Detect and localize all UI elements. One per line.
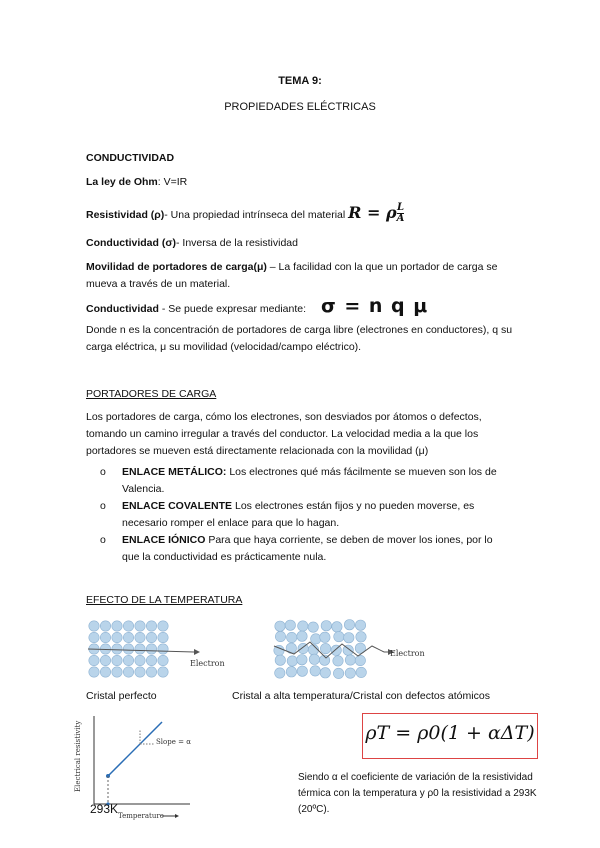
bullet-marker: o (100, 500, 106, 512)
list-item-label: ENLACE IÓNICO (122, 534, 206, 546)
defective-crystal-figure (272, 618, 447, 680)
atom-sphere (355, 655, 365, 665)
atom-sphere (333, 656, 343, 666)
atom-sphere (355, 620, 365, 630)
atom-sphere (100, 621, 110, 631)
bond-list (86, 464, 506, 566)
atom-sphere (308, 622, 318, 632)
atom-sphere (356, 667, 366, 677)
atom-sphere (146, 655, 156, 665)
list-item (86, 532, 506, 566)
atom-sphere (345, 655, 355, 665)
bullet-marker: o (100, 466, 106, 478)
atom-sphere (146, 621, 156, 631)
perfect-crystal-figure (86, 618, 246, 680)
resistividad-line (86, 200, 516, 228)
atom-sphere (123, 667, 133, 677)
movilidad-paragraph (86, 259, 516, 293)
atom-sphere (331, 645, 341, 655)
temperature-formula-box (362, 713, 538, 759)
atom-sphere (275, 621, 285, 631)
atom-sphere (275, 668, 285, 678)
atom-sphere (297, 631, 307, 641)
atom-sphere (344, 620, 354, 630)
atom-sphere (158, 621, 168, 631)
atom-sphere (89, 655, 99, 665)
atom-sphere (333, 668, 343, 678)
atom-sphere (112, 655, 122, 665)
atom-sphere (298, 621, 308, 631)
caption-perfect-crystal: Cristal perfecto (86, 690, 157, 702)
list-item (86, 464, 506, 498)
conductividad-text: - Inversa de la resistividad (176, 237, 298, 249)
atom-sphere (123, 632, 133, 642)
atom-sphere (356, 632, 366, 642)
list-item-label: ENLACE METÁLICO: (122, 466, 227, 478)
resistivity-line (108, 722, 162, 776)
electron-label: Electron (390, 649, 425, 658)
atom-sphere (343, 645, 353, 655)
atom-sphere (321, 621, 331, 631)
atom-sphere (135, 632, 145, 642)
resistividad-formula-lhs: R = ρ (348, 203, 397, 222)
siendo-paragraph: Siendo α el coeficiente de variación de la resistividad térmica con la temperatura y ρ0 la resistividad a 293K (20ºC). (298, 772, 537, 815)
atom-sphere (135, 644, 145, 654)
graph-293k-label: 293K (90, 802, 119, 816)
portadores-intro: Los portadores de carga, cómo los electrones, son desviados por átomos o defectos, tomando un camino irregular a través del conductor. La velocidad media a la que los portadores se mueven está directamente relacionada con la movilidad (μ) (86, 411, 482, 457)
fraction-numerator: L (396, 202, 404, 213)
atom-sphere (112, 621, 122, 631)
movilidad-text: – La facilidad con la que un portador de carga se mueva a través de un material. (86, 261, 498, 290)
slope-label: Slope = α (156, 738, 191, 746)
atom-sphere (89, 621, 99, 631)
section-heading-conductividad: CONDUCTIVIDAD (86, 152, 175, 164)
electron-label: Electron (190, 659, 225, 668)
atom-sphere (344, 633, 354, 643)
atom-sphere (158, 644, 168, 654)
page-subtitle: PROPIEDADES ELÉCTRICAS (224, 101, 376, 113)
atom-sphere (311, 634, 321, 644)
atom-sphere (287, 632, 297, 642)
resistividad-text: - Una propiedad intrínseca del material (164, 209, 346, 221)
atom-sphere (123, 655, 133, 665)
resistividad-fraction (397, 203, 405, 224)
atom-sphere (345, 668, 355, 678)
temperature-formula: ρT = ρ0(1 + αΔT) (365, 722, 535, 744)
conductivity-formula: σ = n q μ (320, 295, 429, 317)
cond-expr-line (86, 294, 516, 321)
conductividad-label: Conductividad (σ) (86, 237, 177, 249)
list-item-label: ENLACE COVALENTE (122, 500, 233, 512)
atom-sphere (100, 667, 110, 677)
caption-defective-crystal: Cristal a alta temperatura/Cristal con defectos atómicos (232, 690, 490, 702)
cond-expr-text: - Se puede expresar mediante: (158, 303, 307, 315)
graph-x-label: Temperature (118, 812, 164, 820)
atom-sphere (158, 655, 168, 665)
page-title: TEMA 9: (278, 75, 322, 87)
atom-sphere (286, 667, 296, 677)
atom-sphere (287, 656, 297, 666)
arrow-head-icon (175, 814, 179, 818)
ohm-law-line (86, 174, 516, 191)
list-item-text: Los electrones qué más fácilmente se mueven son los de Valencia. (122, 466, 497, 495)
atom-sphere (100, 655, 110, 665)
atom-sphere (309, 654, 319, 664)
atom-sphere (112, 667, 122, 677)
atom-sphere (89, 632, 99, 642)
fraction-denominator: A (396, 213, 405, 224)
conductividad-line (86, 235, 516, 252)
atom-sphere (100, 632, 110, 642)
atom-sphere (275, 631, 285, 641)
graph-y-label: Electrical resistivity (74, 720, 82, 792)
section-heading-portadores: PORTADORES DE CARGA (86, 388, 217, 400)
atom-sphere (89, 667, 99, 677)
atom-sphere (334, 631, 344, 641)
atom-sphere (320, 632, 330, 642)
atom-sphere (146, 632, 156, 642)
atom-sphere (146, 644, 156, 654)
atom-sphere (112, 644, 122, 654)
atom-sphere (297, 666, 307, 676)
atom-sphere (135, 667, 145, 677)
atom-sphere (123, 621, 133, 631)
atom-sphere (112, 632, 122, 642)
atom-sphere (146, 667, 156, 677)
donde-paragraph: Donde n es la concentración de portadores de carga libre (electrones en conductores), q su carga eléctrica, μ su movilidad (velocidad/campo eléctrico). (86, 324, 513, 353)
atom-sphere (297, 655, 307, 665)
atom-lattice (274, 620, 367, 679)
section-heading-temperatura: EFECTO DE LA TEMPERATURA (86, 594, 243, 606)
list-item-text: Para que haya corriente, se deben de mover los iones, por lo que la conductividad es prácticamente nula. (122, 534, 493, 563)
resistividad-label: Resistividad (ρ) (86, 209, 165, 221)
ohm-label: La ley de Ohm (86, 176, 158, 188)
bullet-marker: o (100, 534, 106, 546)
atom-sphere (135, 621, 145, 631)
atom-sphere (310, 666, 320, 676)
atom-sphere (158, 632, 168, 642)
movilidad-label: Movilidad de portadores de carga(μ) (86, 261, 267, 273)
ohm-text: : V=IR (157, 176, 188, 188)
atom-sphere (158, 667, 168, 677)
atom-sphere (123, 644, 133, 654)
list-item-text: Los electrones están fijos y no pueden moverse, es necesario romper el enlace para que lo hagan. (122, 500, 475, 529)
resistividad-formula (348, 203, 404, 222)
cond-expr-label: Conductividad (86, 303, 159, 315)
list-item (86, 498, 506, 532)
atom-sphere (332, 622, 342, 632)
atom-sphere (135, 655, 145, 665)
arrow-head-icon (194, 649, 200, 655)
atom-sphere (320, 643, 330, 653)
atom-sphere (320, 668, 330, 678)
atom-sphere (285, 620, 295, 630)
atom-sphere (275, 655, 285, 665)
